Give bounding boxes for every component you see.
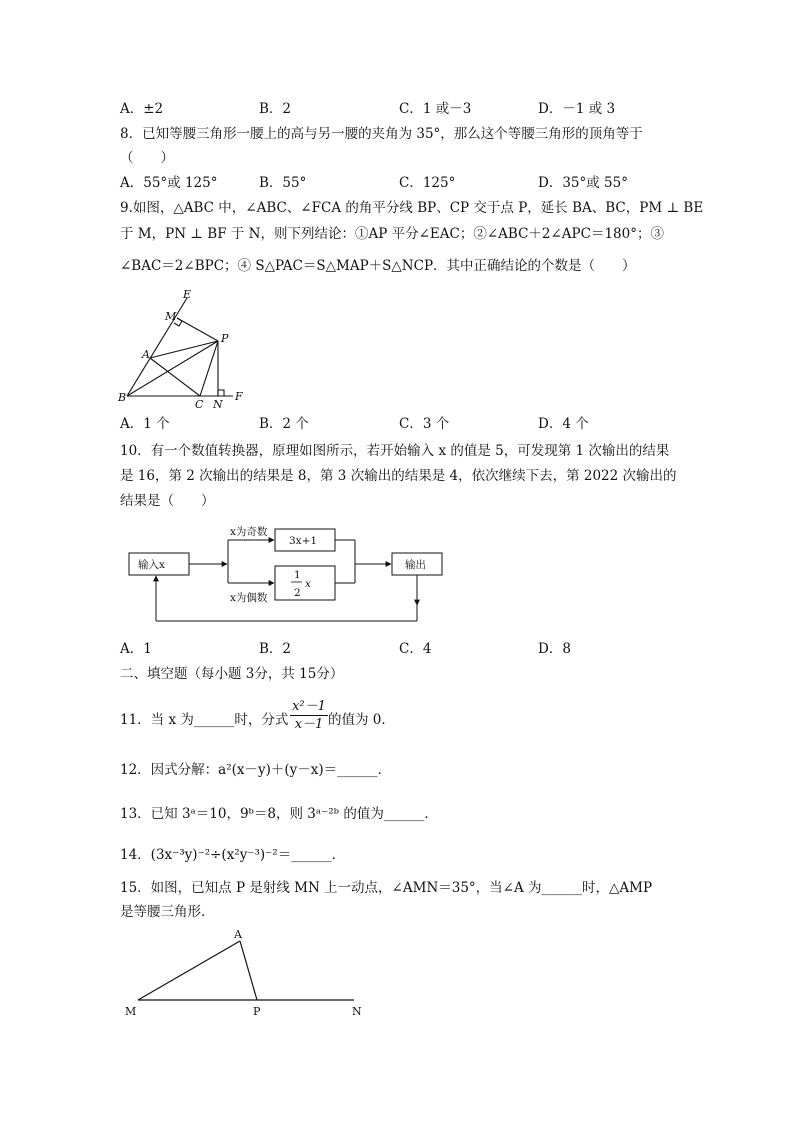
q9-option-c: C．3 个: [399, 416, 450, 432]
q15-line1: 15．如图，已知点 P 是射线 MN 上一动点，∠AMN＝35°，当∠A 为______时，△AMP: [120, 880, 653, 896]
q9-label-c: C: [195, 398, 204, 411]
flow-odd-label: x为奇数: [230, 526, 268, 538]
q8-option-a: A．55°或 125°: [120, 175, 218, 191]
q15-label-n: N: [352, 1005, 362, 1018]
flow-box2-num: 1: [294, 569, 301, 581]
q15-label-a: A: [234, 928, 242, 941]
q8-option-b: B．55°: [259, 175, 307, 191]
q9-option-b: B．2 个: [259, 416, 309, 432]
q7-option-b: B．2: [259, 101, 292, 117]
q9-label-f: F: [235, 390, 243, 403]
q14-text: 14．(3x⁻³y)⁻²÷(x²y⁻³)⁻²＝______．: [120, 847, 346, 863]
q9-line2: 于 M，PN ⊥ BF 于 N，则下列结论：①AP 平分∠EAC；②∠ABC＋2∠APC＝180°；③: [120, 226, 664, 242]
flow-box2-den: 2: [294, 587, 301, 599]
q7-option-a: A．±2: [120, 101, 164, 117]
q10-option-b: B．2: [259, 641, 292, 657]
q11-fraction: [290, 699, 328, 734]
q11-numerator: x²－1: [290, 699, 328, 716]
flow-output-label: 输出: [405, 559, 426, 571]
q8-option-d: D．35°或 55°: [538, 175, 628, 191]
q11-suffix: 的值为 0．: [328, 712, 395, 728]
q9-label-n: N: [213, 398, 223, 411]
q15-line2: 是等腰三角形．: [120, 904, 215, 920]
q8-paren: （ ）: [120, 150, 174, 166]
q11-denominator: x－1: [294, 717, 324, 732]
q10-option-d: D．8: [538, 641, 571, 657]
flow-box2-var: x: [305, 578, 311, 590]
q9-line1: 9.如图，△ABC 中，∠ABC、∠FCA 的角平分线 BP、CP 交于点 P，延长 BA、BC，PM ⊥ BE: [120, 200, 704, 216]
q9-label-m: M: [165, 310, 177, 323]
q10-line3: 结果是（ ）: [120, 493, 215, 509]
q7-option-c: C．1 或－3: [399, 101, 472, 117]
q10-option-a: A．1: [120, 641, 152, 657]
q8-stem: 8．已知等腰三角形一腰上的高与另一腰的夹角为 35°，那么这个等腰三角形的顶角等于: [120, 126, 643, 142]
q9-label-b: B: [118, 391, 127, 404]
flow-even-label: x为偶数: [230, 592, 268, 604]
q11-prefix: 11．当 x 为______时，分式: [120, 712, 289, 728]
q10-line1: 10．有一个数值转换器，原理如图所示，若开始输入 x 的值是 5，可发现第 1 次输出的结果: [120, 443, 670, 459]
q10-flowchart: [120, 520, 460, 632]
q15-label-p: P: [253, 1005, 261, 1018]
q10-option-c: C．4: [399, 641, 432, 657]
q9-label-p: P: [221, 332, 229, 345]
q9-triangle-figure: [115, 288, 255, 413]
section-2-heading: 二、填空题（每小题 3分，共 15分）: [120, 666, 344, 682]
q7-option-d: D．－1 或 3: [538, 101, 616, 117]
flow-box1-label: 3x+1: [289, 535, 318, 547]
q10-line2: 是 16，第 2 次输出的结果是 8，第 3 次输出的结果是 4，依次继续下去，第 2022 次输出的: [120, 468, 677, 484]
q9-option-a: A．1 个: [120, 416, 170, 432]
q8-option-c: C．125°: [399, 175, 456, 191]
q9-label-e: E: [183, 288, 192, 301]
flow-input-label: 输入x: [138, 559, 165, 571]
q9-label-a: A: [142, 348, 150, 361]
q9-line3: ∠BAC＝2∠BPC；④ S△PAC＝S△MAP＋S△NCP．其中正确结论的个数是（ ）: [120, 258, 636, 274]
q9-option-d: D．4 个: [538, 416, 589, 432]
q15-figure: [120, 925, 380, 1020]
q15-label-m: M: [125, 1005, 137, 1018]
q12-text: 12．因式分解：a²(x－y)＋(y－x)＝______．: [120, 762, 392, 778]
q13-text: 13．已知 3ᵃ＝10，9ᵇ＝8，则 3ᵃ⁻²ᵇ 的值为______．: [120, 806, 438, 822]
